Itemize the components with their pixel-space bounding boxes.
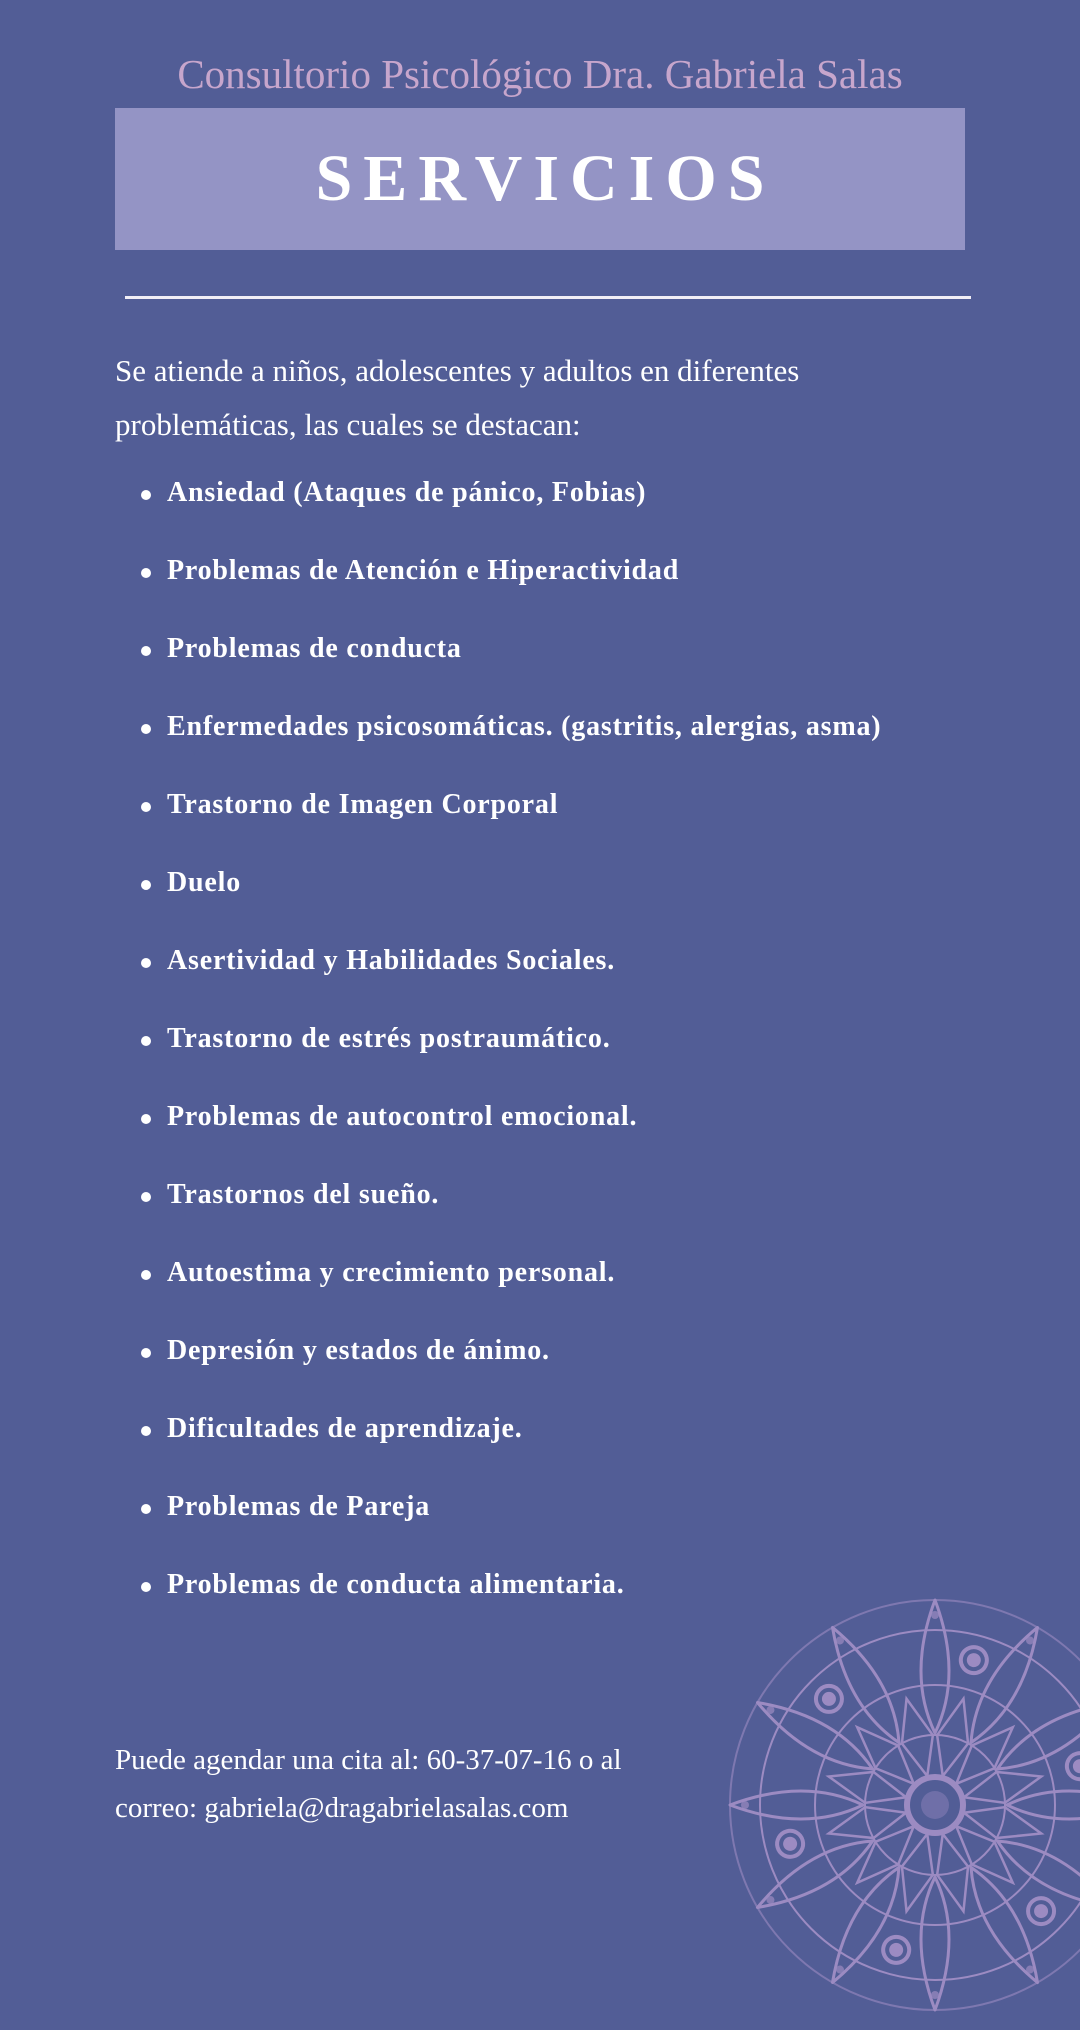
list-item: Problemas de Pareja: [115, 1488, 965, 1526]
contact-phone-line: Puede agendar una cita al: 60-37-07-16 o al: [115, 1744, 622, 1776]
list-item: Ansiedad (Ataques de pánico, Fobias): [115, 474, 965, 512]
services-list: [115, 474, 965, 1644]
list-item: Trastorno de estrés postraumático.: [115, 1020, 965, 1058]
list-item: Enfermedades psicosomáticas. (gastritis, alergias, asma): [115, 708, 965, 746]
list-item: Depresión y estados de ánimo.: [115, 1332, 965, 1370]
list-item: Trastornos del sueño.: [115, 1176, 965, 1214]
contact-email-line: correo: gabriela@dragabrielasalas.com: [115, 1792, 569, 1824]
list-item: Duelo: [115, 864, 965, 902]
list-item: Trastorno de Imagen Corporal: [115, 786, 965, 824]
list-item: Asertividad y Habilidades Sociales.: [115, 942, 965, 980]
list-item: Problemas de Atención e Hiperactividad: [115, 552, 965, 590]
list-item: Dificultades de aprendizaje.: [115, 1410, 965, 1448]
contact-info: [115, 1736, 735, 1832]
mandala-icon: [710, 1580, 1080, 2030]
intro-text: Se atiende a niños, adolescentes y adultos en diferentes problemáticas, las cuales se destacan:: [115, 353, 800, 442]
list-item: Problemas de autocontrol emocional.: [115, 1098, 965, 1136]
list-item: Problemas de conducta alimentaria.: [115, 1566, 965, 1604]
list-item: Problemas de conducta: [115, 630, 965, 668]
services-heading: SERVICIOS: [315, 142, 776, 215]
services-banner: [115, 108, 965, 250]
list-item: Autoestima y crecimiento personal.: [115, 1254, 965, 1292]
page-title: Consultorio Psicológico Dra. Gabriela Salas: [177, 51, 903, 97]
divider: [125, 296, 971, 299]
